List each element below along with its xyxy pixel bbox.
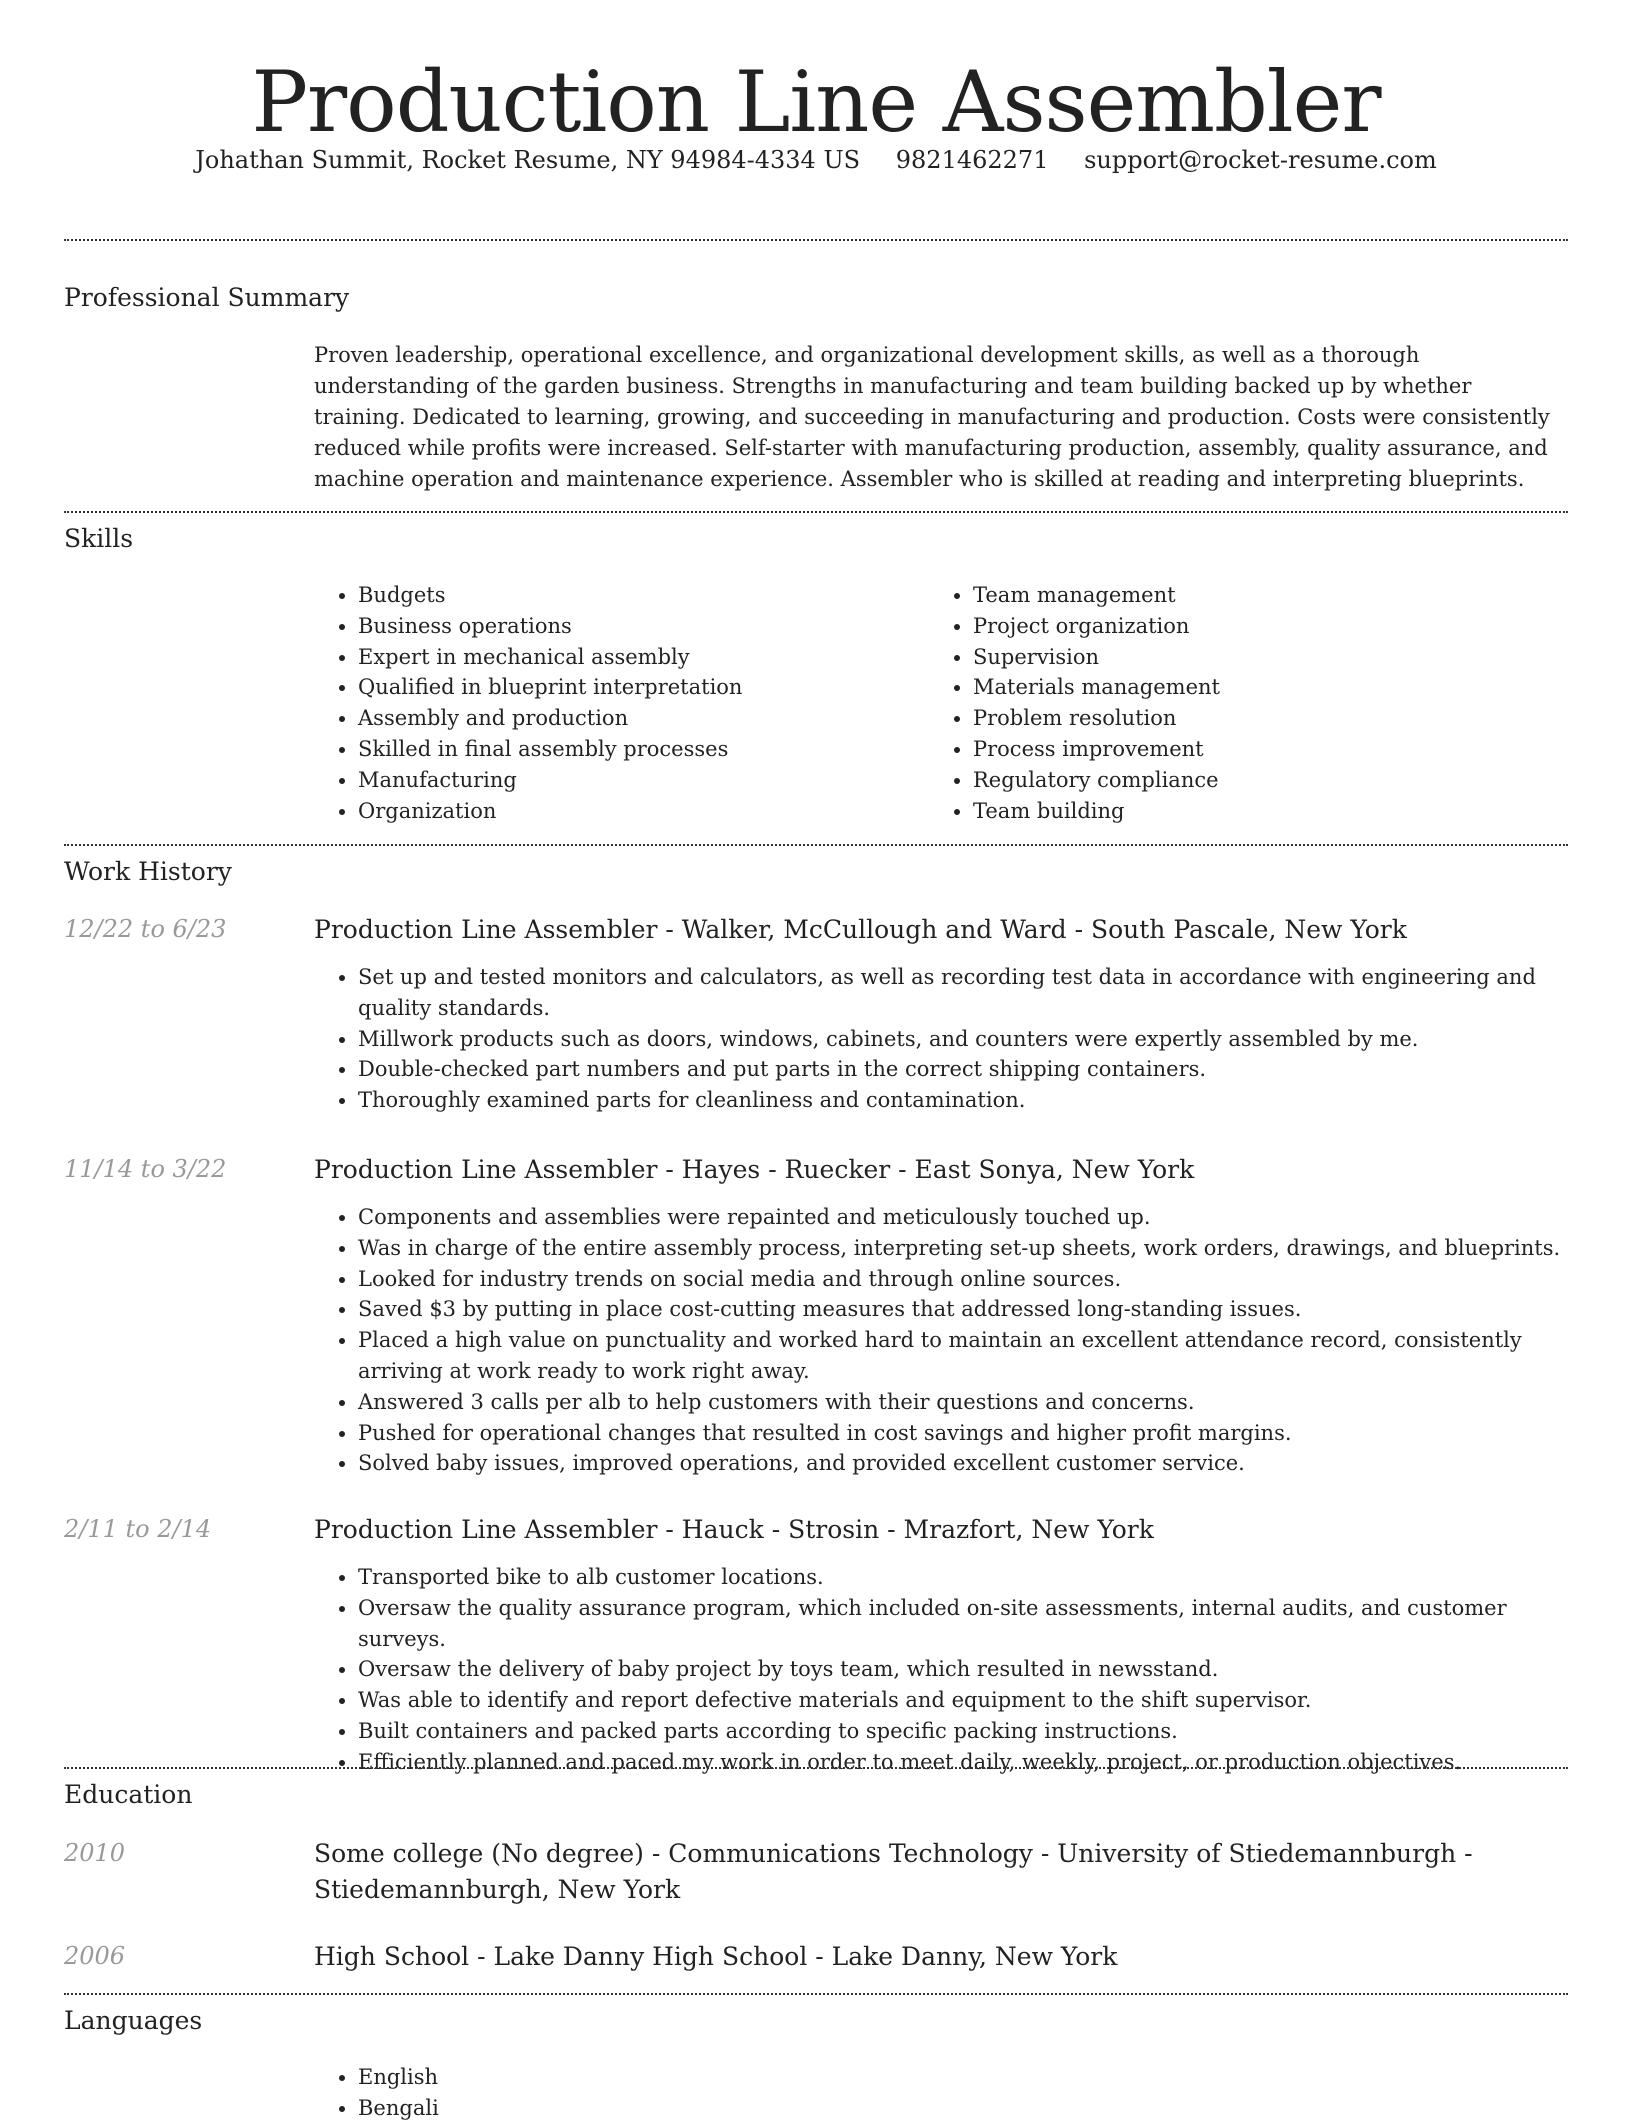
skill-item: • Skilled in final assembly processes — [358, 734, 914, 765]
divider — [64, 844, 1568, 846]
skill-item: • Problem resolution — [973, 703, 1529, 734]
job-bullet: • Double-checked part numbers and put parts in the correct shipping containers. — [358, 1054, 1568, 1085]
job-bullet: • Oversaw the quality assurance program, which included on-site assessments, internal audits, and customer surveys. — [358, 1593, 1568, 1655]
skill-item: • Qualified in blueprint interpretation — [358, 672, 914, 703]
job-dates: 2/11 to 2/14 — [64, 1515, 212, 1543]
job-entry — [314, 912, 1568, 1116]
job-bullet: • Components and assemblies were repainted and meticulously touched up. — [358, 1202, 1568, 1233]
job-bullet: • Oversaw the delivery of baby project by toys team, which resulted in newsstand. — [358, 1654, 1568, 1685]
divider — [64, 1767, 1568, 1769]
job-bullet: • Built containers and packed parts according to specific packing instructions. — [358, 1716, 1568, 1747]
job-bullet: • Saved $3 by putting in place cost-cutting measures that addressed long-standing issues. — [358, 1294, 1568, 1325]
job-bullet: • Was in charge of the entire assembly process, interpreting set-up sheets, work orders, drawings, and blueprints. — [358, 1233, 1568, 1264]
education-year: 2006 — [64, 1942, 126, 1970]
summary-text: Proven leadership, operational excellence, and organizational development skills, as well as a thorough understanding of the garden business. Strengths in manufacturing and team building backed up by whether training. Dedicated to learning, growing, and succeeding in manufacturing and production. Costs were consistently reduced while profits were increased. Self-starter with manufacturing production, assembly, quality assurance, and machine operation and maintenance experience. Assembler who is skilled at reading and interpreting blueprints. — [314, 343, 1550, 491]
job-title: Production Line Assembler - Hauck - Strosin - Mrazfort, New York — [314, 1515, 1154, 1544]
skills-left-column — [314, 580, 914, 826]
education-year: 2010 — [64, 1839, 126, 1867]
job-bullet: • Set up and tested monitors and calculators, as well as recording test data in accordance with engineering and quality standards. — [358, 962, 1568, 1024]
job-dates: 12/22 to 6/23 — [64, 915, 227, 943]
contact-line — [0, 144, 1632, 176]
contact-email: support@rocket-resume.com — [1084, 146, 1437, 174]
job-entry — [314, 1512, 1568, 1778]
education-entry — [314, 1836, 1568, 1908]
languages-block — [314, 2062, 1568, 2124]
skill-item: • Business operations — [358, 611, 914, 642]
contact-address: Johathan Summit, Rocket Resume, NY 94984-4334 US — [195, 146, 861, 174]
skill-item: • Assembly and production — [358, 703, 914, 734]
skill-item: • Manufacturing — [358, 765, 914, 796]
section-title-languages: Languages — [64, 2006, 203, 2035]
skill-item: • Team building — [973, 796, 1529, 827]
job-dates: 11/14 to 3/22 — [64, 1155, 227, 1183]
skill-item: • Supervision — [973, 642, 1529, 673]
job-bullet: • Was able to identify and report defective materials and equipment to the shift supervisor. — [358, 1685, 1568, 1716]
language-item: • English — [358, 2062, 1568, 2093]
section-title-education: Education — [64, 1780, 193, 1809]
job-bullet: • Transported bike to alb customer locations. — [358, 1562, 1568, 1593]
skills-right-column — [929, 580, 1529, 826]
job-bullet: • Solved baby issues, improved operations, and provided excellent customer service. — [358, 1448, 1568, 1479]
education-text: Some college (No degree) - Communications Technology - University of Stiedemannburgh - Stiedemannburgh, New York — [314, 1839, 1473, 1904]
job-bullet: • Looked for industry trends on social media and through online sources. — [358, 1264, 1568, 1295]
job-title: Production Line Assembler - Hayes - Ruecker - East Sonya, New York — [314, 1155, 1195, 1184]
job-entry — [314, 1152, 1568, 1479]
skill-item: • Regulatory compliance — [973, 765, 1529, 796]
section-title-summary: Professional Summary — [64, 283, 350, 312]
job-bullet: • Millwork products such as doors, windows, cabinets, and counters were expertly assembled by me. — [358, 1024, 1568, 1055]
language-item: • Bengali — [358, 2093, 1568, 2124]
divider — [64, 239, 1568, 241]
skill-item: • Project organization — [973, 611, 1529, 642]
skill-item: • Organization — [358, 796, 914, 827]
education-text: High School - Lake Danny High School - Lake Danny, New York — [314, 1942, 1118, 1971]
section-title-skills: Skills — [64, 524, 134, 553]
job-bullet: • Answered 3 calls per alb to help customers with their questions and concerns. — [358, 1387, 1568, 1418]
section-title-work-history: Work History — [64, 857, 232, 886]
summary-block — [314, 340, 1568, 495]
divider — [64, 511, 1568, 513]
page-title: Production Line Assembler — [251, 53, 1381, 151]
skill-item: • Team management — [973, 580, 1529, 611]
skill-item: • Budgets — [358, 580, 914, 611]
job-bullet: • Pushed for operational changes that resulted in cost savings and higher profit margins. — [358, 1418, 1568, 1449]
skill-item: • Expert in mechanical assembly — [358, 642, 914, 673]
job-bullet: • Efficiently planned and paced my work in order to meet daily, weekly, project, or production objectives. — [358, 1747, 1568, 1778]
job-bullet: • Placed a high value on punctuality and worked hard to maintain an excellent attendance record, consistently arriving at work ready to work right away. — [358, 1325, 1568, 1387]
job-bullet: • Thoroughly examined parts for cleanliness and contamination. — [358, 1085, 1568, 1116]
contact-phone: 9821462271 — [895, 146, 1049, 174]
job-title: Production Line Assembler - Walker, McCullough and Ward - South Pascale, New York — [314, 915, 1407, 944]
skill-item: • Materials management — [973, 672, 1529, 703]
divider — [64, 1993, 1568, 1995]
skill-item: • Process improvement — [973, 734, 1529, 765]
education-entry — [314, 1939, 1568, 1975]
